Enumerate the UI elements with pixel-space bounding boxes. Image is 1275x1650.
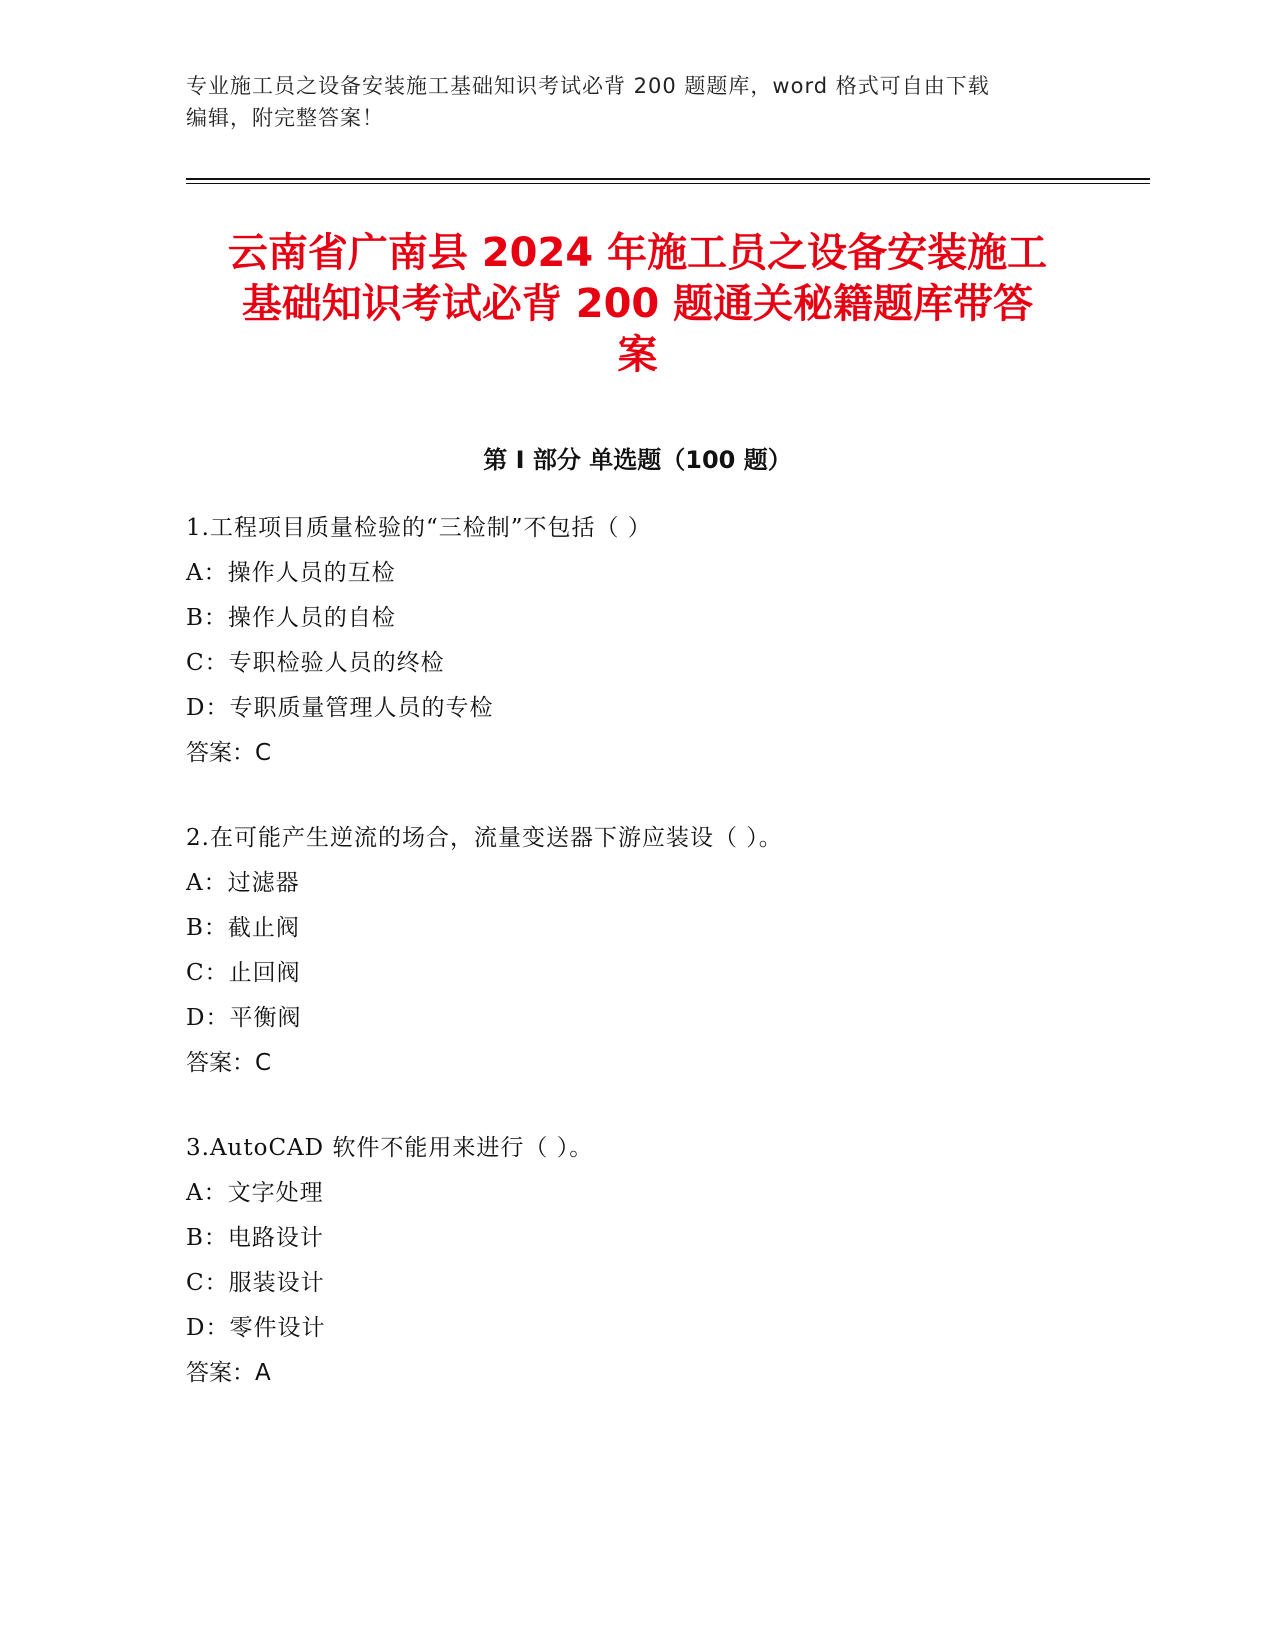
header-note-line-1: 专业施工员之设备安装施工基础知识考试必背 200 题题库，word 格式可自由下载 <box>186 74 990 98</box>
header-note <box>186 70 1066 134</box>
answer: 答案：A <box>186 1360 271 1386</box>
option-a: A：文字处理 <box>186 1180 324 1206</box>
option-c: C：专职检验人员的终检 <box>186 650 445 676</box>
option-d: D：零件设计 <box>186 1315 326 1341</box>
document-title <box>170 228 1105 381</box>
option-c: C：止回阀 <box>186 960 301 986</box>
option-d: D：平衡阀 <box>186 1005 302 1031</box>
option-b: B：截止阀 <box>186 915 300 941</box>
header-divider-thin <box>186 183 1150 184</box>
option-a: A：操作人员的互检 <box>186 560 396 586</box>
header-divider-thick <box>186 178 1150 180</box>
question-3 <box>186 1126 1146 1396</box>
question-2 <box>186 816 1146 1086</box>
header-note-line-2: 编辑，附完整答案！ <box>186 106 384 130</box>
question-stem: 2.在可能产生逆流的场合，流量变送器下游应装设（ ）。 <box>186 825 783 851</box>
question-stem: 1.工程项目质量检验的“三检制”不包括（ ） <box>186 515 652 541</box>
title-line-1: 云南省广南县 2024 年施工员之设备安装施工 <box>227 230 1048 276</box>
option-b: B：电路设计 <box>186 1225 324 1251</box>
option-a: A：过滤器 <box>186 870 300 896</box>
title-line-3: 案 <box>617 332 658 378</box>
option-b: B：操作人员的自检 <box>186 605 396 631</box>
question-1 <box>186 506 1146 776</box>
question-stem: 3.AutoCAD 软件不能用来进行（ ）。 <box>186 1135 594 1161</box>
option-d: D：专职质量管理人员的专检 <box>186 695 494 721</box>
answer: 答案：C <box>186 1050 272 1076</box>
title-line-2: 基础知识考试必背 200 题通关秘籍题库带答 <box>241 281 1034 327</box>
option-c: C：服装设计 <box>186 1270 325 1296</box>
section-heading: 第 I 部分 单选题（100 题） <box>483 446 792 474</box>
answer: 答案：C <box>186 740 272 766</box>
